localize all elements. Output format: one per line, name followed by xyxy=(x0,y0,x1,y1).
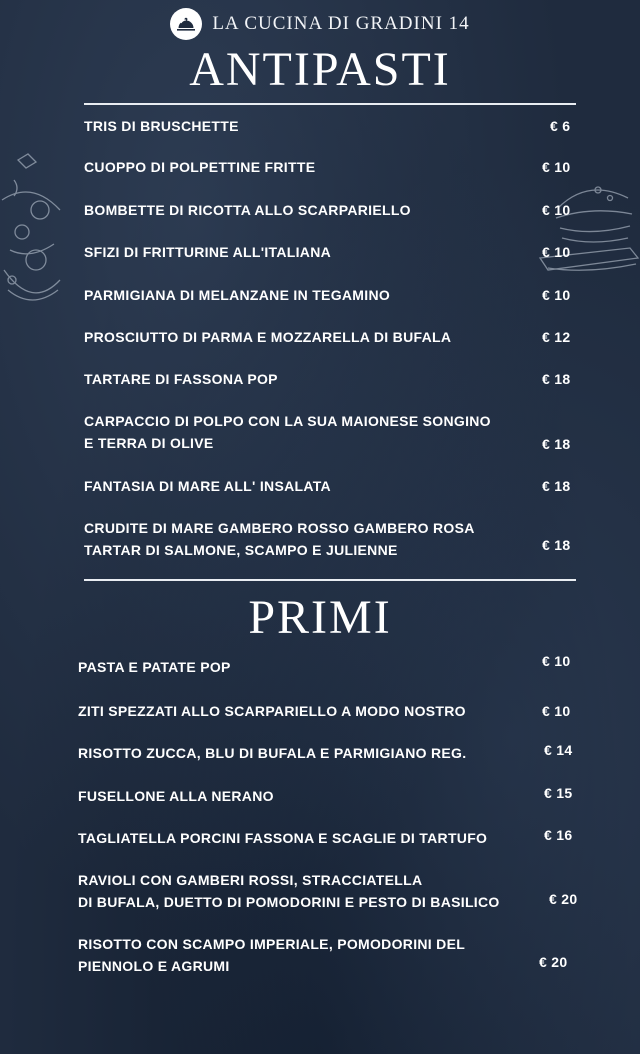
item-price: € 18 xyxy=(542,478,571,494)
item-price: € 10 xyxy=(542,244,571,260)
item-name: TRIS DI BRUSCHETTE xyxy=(84,118,239,134)
item-price: € 10 xyxy=(542,653,571,669)
item-price: € 20 xyxy=(549,891,578,907)
item-name: TAGLIATELLA PORCINI FASSONA E SCAGLIE DI TARTUFO xyxy=(78,830,488,846)
item-price: € 20 xyxy=(539,954,568,970)
item-name: PROSCIUTTO DI PARMA E MOZZARELLA DI BUFALA xyxy=(84,329,452,345)
divider xyxy=(84,579,576,581)
item-name: PARMIGIANA DI MELANZANE IN TEGAMINO xyxy=(84,287,391,303)
item-price: € 16 xyxy=(544,827,573,843)
item-price: € 18 xyxy=(542,436,571,452)
item-name: CARPACCIO DI POLPO CON LA SUA MAIONESE SONGINO xyxy=(84,413,491,429)
cloche-icon xyxy=(170,8,202,40)
item-name: TARTARE DI FASSONA POP xyxy=(84,371,278,387)
item-name: FUSELLONE ALLA NERANO xyxy=(78,788,274,804)
item-price: € 10 xyxy=(542,202,571,218)
item-name: FANTASIA DI MARE ALL' INSALATA xyxy=(84,478,331,494)
item-price: € 10 xyxy=(542,703,571,719)
divider xyxy=(84,103,576,105)
item-name: RAVIOLI CON GAMBERI ROSSI, STRACCIATELLA xyxy=(78,872,423,888)
item-name: RISOTTO ZUCCA, BLU DI BUFALA E PARMIGIANO REG. xyxy=(78,745,467,761)
item-price: € 10 xyxy=(542,287,571,303)
item-price: € 14 xyxy=(544,742,573,758)
item-name: TARTAR DI SALMONE, SCAMPO E JULIENNE xyxy=(84,542,398,558)
item-price: € 12 xyxy=(542,329,571,345)
section-title-primi: PRIMI xyxy=(248,591,392,644)
item-price: € 15 xyxy=(544,785,573,801)
item-name: E TERRA DI OLIVE xyxy=(84,435,214,451)
item-price: € 10 xyxy=(542,159,571,175)
item-name: BOMBETTE DI RICOTTA ALLO SCARPARIELLO xyxy=(84,202,411,218)
restaurant-header xyxy=(0,6,640,42)
item-name: PIENNOLO E AGRUMI xyxy=(78,958,230,974)
item-name: SFIZI DI FRITTURINE ALL'ITALIANA xyxy=(84,244,332,260)
restaurant-name: LA CUCINA DI GRADINI 14 xyxy=(212,13,470,34)
item-name: CUOPPO DI POLPETTINE FRITTE xyxy=(84,159,316,175)
item-price: € 6 xyxy=(550,118,571,134)
item-price: € 18 xyxy=(542,537,571,553)
item-name: CRUDITE DI MARE GAMBERO ROSSO GAMBERO ROSA xyxy=(84,520,475,536)
salad-sketch-icon xyxy=(0,140,66,330)
item-price: € 18 xyxy=(542,371,571,387)
item-name: DI BUFALA, DUETTO DI POMODORINI E PESTO DI BASILICO xyxy=(78,894,500,910)
item-name: ZITI SPEZZATI ALLO SCARPARIELLO A MODO NOSTRO xyxy=(78,703,466,719)
section-title-antipasti: ANTIPASTI xyxy=(189,43,451,96)
item-name: PASTA E PATATE POP xyxy=(78,659,231,675)
item-name: RISOTTO CON SCAMPO IMPERIALE, POMODORINI DEL xyxy=(78,936,466,952)
